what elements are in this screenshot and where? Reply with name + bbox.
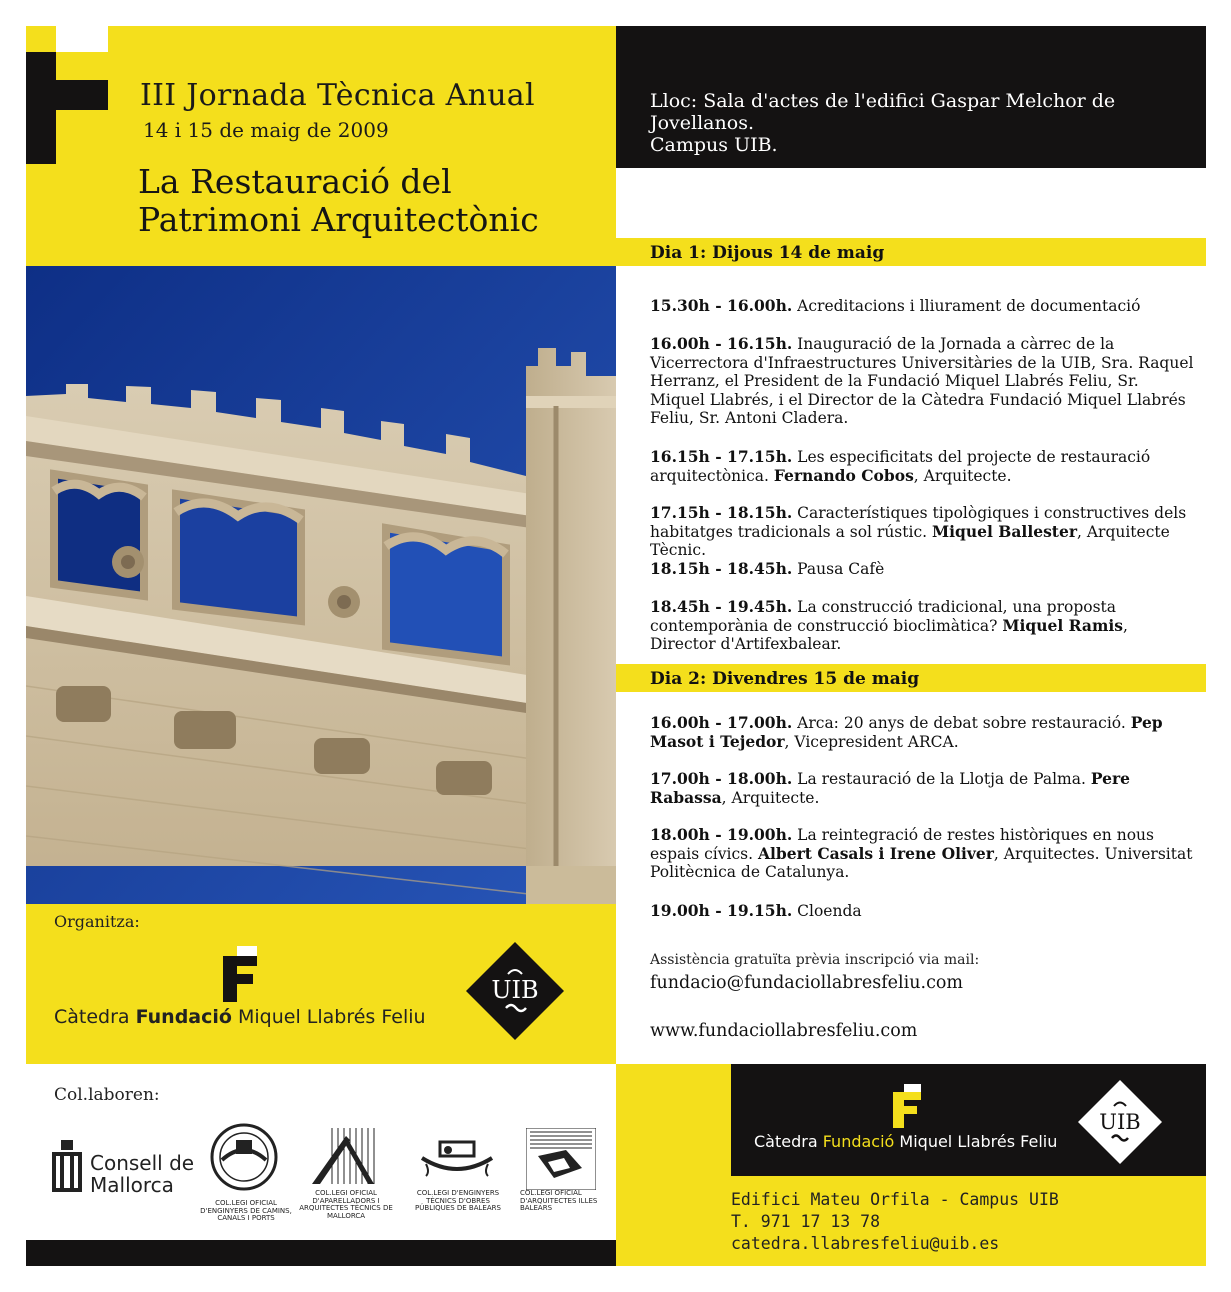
event-edition: III Jornada Tècnica Anual bbox=[140, 78, 535, 113]
arquitectes-caption: COL.LEGI OFICIAL D'ARQUITECTES ILLES BALEARS bbox=[520, 1189, 598, 1212]
catedra-rest: Miquel Llabrés Feliu bbox=[231, 1006, 426, 1028]
venue-line-1: Lloc: Sala d'actes de l'edifici Gaspar Melchor de Jovellanos. bbox=[650, 90, 1116, 134]
camins-seal-icon bbox=[208, 1122, 280, 1192]
uib-logo-text: UIB bbox=[1099, 1110, 1141, 1134]
item-time: 16.15h - 17.15h. bbox=[650, 447, 793, 466]
item-text: Característiques tipològiques i constructives dels habitatges tradicionals a sol rústic. bbox=[650, 504, 1187, 541]
catedra-f-logo-icon bbox=[223, 946, 257, 1002]
uib-logo-icon bbox=[466, 942, 564, 1040]
item-speaker: Miquel Ballester bbox=[931, 521, 1077, 541]
logo-corner-notch bbox=[56, 26, 108, 52]
item-time: 16.00h - 17.00h. bbox=[650, 713, 793, 732]
item-text: La construcció tradicional, una proposta contemporània de construcció bioclimàtica? bbox=[650, 598, 1117, 635]
organizers-label: Organitza: bbox=[54, 912, 140, 931]
item-tail: , Arquitecte. bbox=[721, 788, 820, 807]
item-time: 18.15h - 18.45h. bbox=[650, 559, 793, 578]
page-title bbox=[138, 163, 539, 239]
venue-text bbox=[650, 90, 1190, 156]
item-time: 19.00h - 19.15h. bbox=[650, 901, 793, 920]
logo-corner-bar-vertical bbox=[26, 52, 56, 164]
day1-item-4 bbox=[650, 504, 1195, 560]
item-time: 16.00h - 16.15h. bbox=[650, 334, 793, 353]
uib-logo-inverse-icon bbox=[1078, 1080, 1162, 1164]
item-speaker: Miquel Ramis bbox=[1002, 615, 1123, 635]
day1-item-2 bbox=[650, 335, 1195, 428]
item-text: Pausa Cafè bbox=[792, 560, 885, 578]
item-text: Acreditacions i lliurament de documentació bbox=[792, 297, 1141, 315]
day2-item-4 bbox=[650, 902, 1195, 921]
day2-heading: Dia 2: Divendres 15 de maig bbox=[650, 669, 920, 689]
footer-bar bbox=[26, 1240, 616, 1266]
item-text: Cloenda bbox=[792, 902, 862, 920]
fundacio-word: Fundació bbox=[822, 1132, 895, 1151]
aparelladors-caption: COL.LEGI OFICIAL D'APARELLADORS I ARQUITECTES TÈCNICS DE MALLORCA bbox=[299, 1189, 393, 1220]
item-text: Inauguració de la Jornada a càrrec de la Vicerrectora d'Infraestructures Universitàries de la UIB, Sra. Raquel Herranz, el President de la Fundació Miquel Llabrés Feliu, Sr. Miquel Llabrés, i el Director de la Càtedra Fundació Miquel Llabrés Feliu, Sr. Antoni Cladera. bbox=[650, 335, 1194, 427]
contact-email-link[interactable]: catedra.llabresfeliu@uib.es bbox=[731, 1234, 1000, 1253]
item-speaker: Fernando Cobos bbox=[773, 465, 914, 485]
registration-email-link[interactable]: fundacio@fundaciollabresfeliu.com bbox=[650, 973, 964, 993]
event-dates: 14 i 15 de maig de 2009 bbox=[143, 118, 389, 142]
consell-line-2: Mallorca bbox=[90, 1173, 174, 1197]
consell-de-mallorca-logo bbox=[90, 1152, 194, 1196]
item-time: 18.00h - 19.00h. bbox=[650, 825, 793, 844]
consell-line-1: Consell de bbox=[90, 1151, 195, 1175]
aparelladors-compass-icon bbox=[312, 1128, 380, 1186]
item-text: Les especificitats del projecte de restauració arquitectònica. bbox=[650, 448, 1151, 485]
item-speaker: Pere Rabassa bbox=[650, 769, 1130, 807]
llotja-facade-image bbox=[26, 266, 616, 904]
item-tail: , Arquitectes. Universitat Politècnica de Catalunya. bbox=[650, 844, 1193, 881]
venue-line-2: Campus UIB. bbox=[650, 134, 778, 156]
item-speaker: Pep Masot i Tejedor bbox=[650, 713, 1163, 751]
catedra-word: Càtedra bbox=[54, 1006, 136, 1028]
uib-logo-text: UIB bbox=[491, 976, 539, 1004]
item-tail: , Director d'Artifexbalear. bbox=[650, 616, 1128, 653]
website-link[interactable]: www.fundaciollabresfeliu.com bbox=[650, 1021, 918, 1041]
item-text: La reintegració de restes històriques en nous espais cívics. bbox=[650, 826, 1154, 863]
obres-publiques-emblem-icon bbox=[418, 1134, 496, 1178]
contact-phone: T. 971 17 13 78 bbox=[731, 1212, 881, 1231]
day2-item-3 bbox=[650, 826, 1195, 882]
item-text: La restauració de la Llotja de Palma. bbox=[792, 770, 1091, 788]
item-tail: , Arquitecte. bbox=[913, 466, 1012, 485]
title-line-2: Patrimoni Arquitectònic bbox=[138, 200, 539, 239]
day2-item-1 bbox=[650, 714, 1195, 751]
arquitectes-emblem-icon bbox=[526, 1128, 596, 1190]
day1-heading: Dia 1: Dijous 14 de maig bbox=[650, 243, 885, 263]
catedra-f-logo-inverse-icon bbox=[893, 1084, 921, 1128]
day1-item-3 bbox=[650, 448, 1195, 485]
day1-item-1 bbox=[650, 297, 1195, 316]
day1-item-5 bbox=[650, 560, 1195, 579]
collaborators-label: Col.laboren: bbox=[54, 1085, 160, 1105]
item-time: 17.00h - 18.00h. bbox=[650, 769, 793, 788]
logo-corner-bar-horizontal bbox=[56, 80, 108, 110]
building-photo bbox=[26, 266, 616, 904]
item-time: 15.30h - 16.00h. bbox=[650, 296, 793, 315]
item-time: 18.45h - 19.45h. bbox=[650, 597, 793, 616]
registration-note: Assistència gratuïta prèvia inscripció via mail: bbox=[650, 952, 980, 968]
title-line-1: La Restauració del bbox=[138, 162, 452, 201]
item-text: Arca: 20 anys de debat sobre restauració. bbox=[792, 714, 1131, 732]
day1-item-6 bbox=[650, 598, 1195, 654]
item-tail: , Arquitecte Tècnic. bbox=[650, 522, 1170, 559]
fundacio-word: Fundació bbox=[135, 1006, 232, 1028]
contact-address: Edifici Mateu Orfila - Campus UIB bbox=[731, 1190, 1059, 1209]
catedra-name-inverse bbox=[754, 1132, 1057, 1151]
item-speaker: Albert Casals i Irene Oliver bbox=[757, 843, 994, 863]
catedra-word: Càtedra bbox=[754, 1132, 823, 1151]
item-time: 17.15h - 18.15h. bbox=[650, 503, 793, 522]
consell-shield-icon bbox=[52, 1140, 82, 1192]
camins-caption: COL.LEGI OFICIAL D'ENGINYERS DE CAMINS, CANALS I PORTS bbox=[200, 1199, 292, 1222]
item-tail: , Vicepresident ARCA. bbox=[784, 732, 959, 751]
catedra-rest: Miquel Llabrés Feliu bbox=[894, 1132, 1058, 1151]
obres-publiques-caption: COL.LEGI D'ENGINYERS TÈCNICS D'OBRES PÚBLIQUES DE BALEARS bbox=[415, 1189, 501, 1212]
day2-item-2 bbox=[650, 770, 1195, 807]
catedra-name bbox=[54, 1006, 426, 1028]
